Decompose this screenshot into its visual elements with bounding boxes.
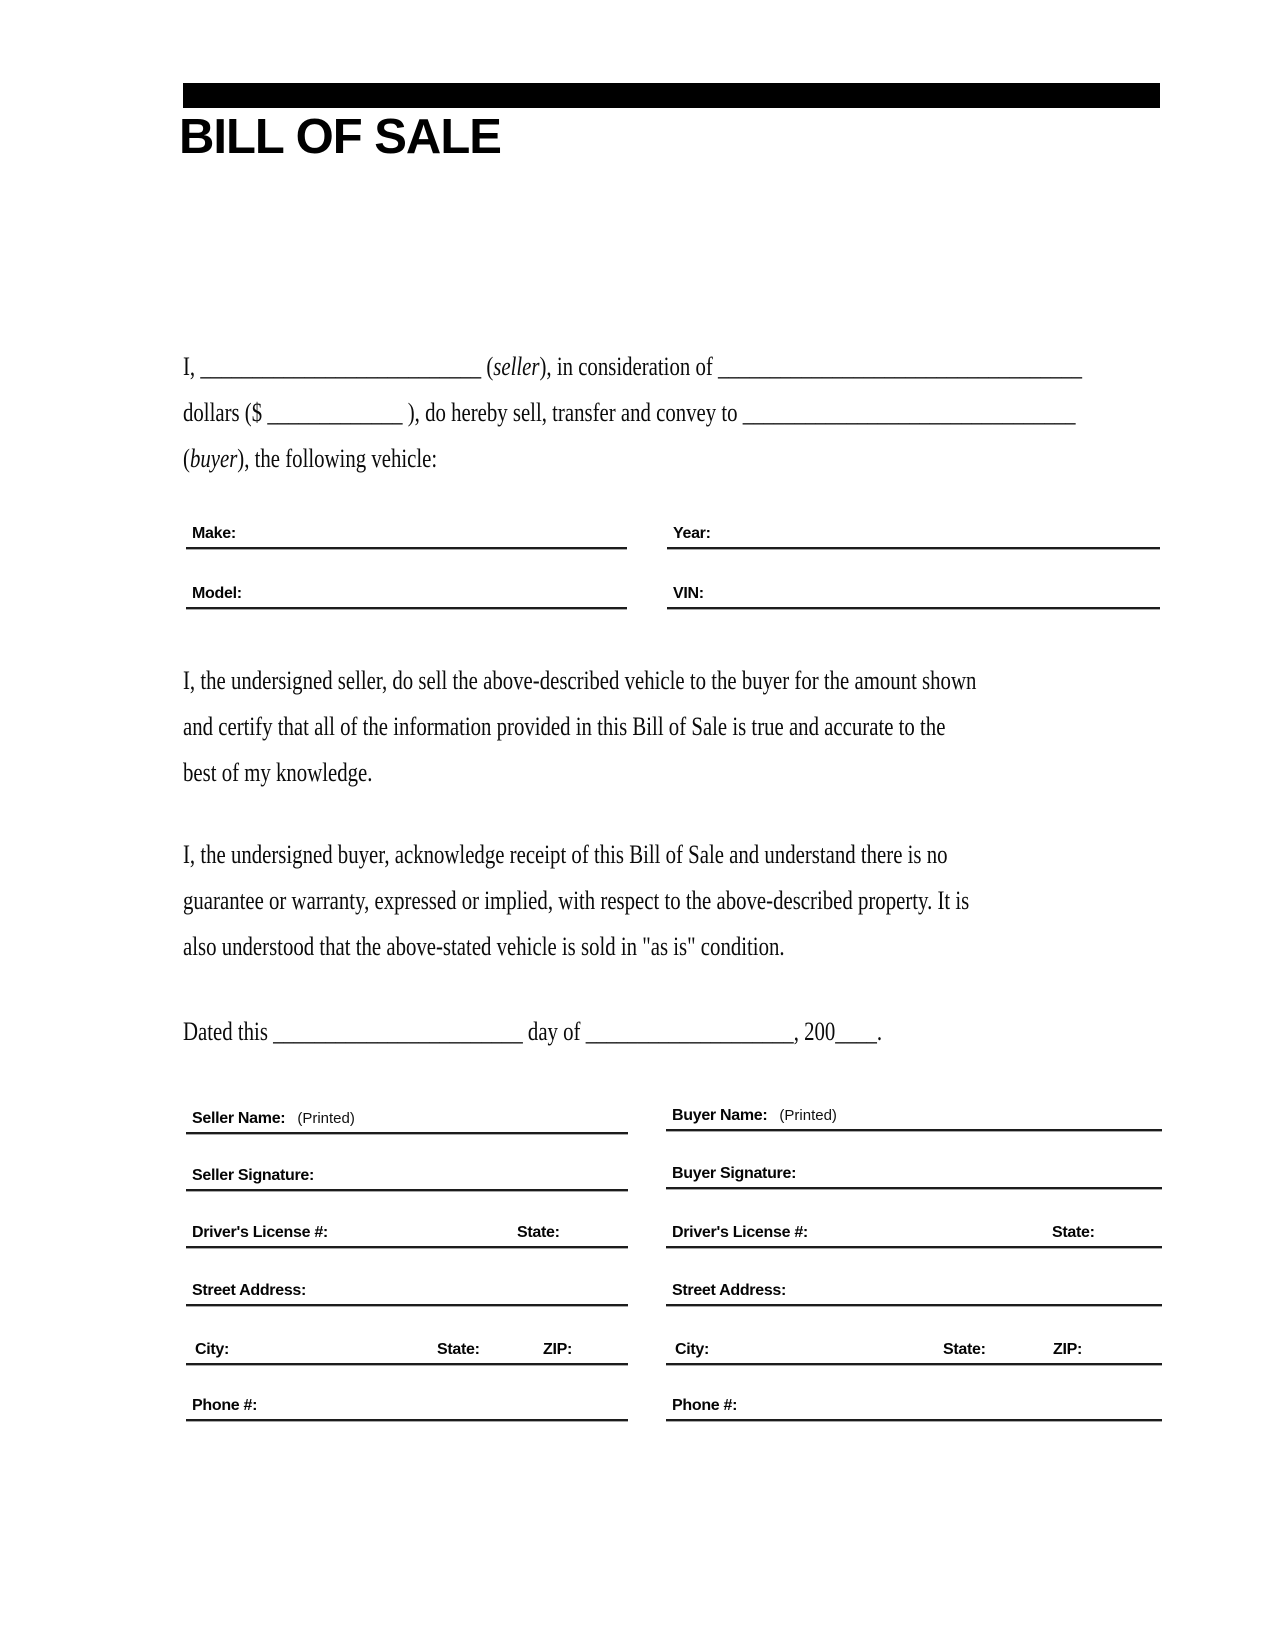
intro-text: ( [183, 444, 190, 473]
seller-name-field[interactable] [186, 1106, 628, 1134]
intro-text: ), do hereby sell, transfer and convey to [402, 398, 743, 427]
year-blank[interactable]: ____ [835, 1017, 877, 1046]
buyer-zip-label: ZIP: [1053, 1341, 1083, 1358]
seller-street-address-field[interactable] [186, 1278, 628, 1306]
seller-phone-field[interactable] [186, 1393, 628, 1421]
seller-city-label: City: [195, 1341, 230, 1358]
make-label: Make: [192, 525, 236, 542]
certification-line-3: best of my knowledge. [183, 758, 373, 787]
intro-paragraph [183, 344, 1167, 482]
buyer-name-label: Buyer Name: (Printed) [672, 1107, 837, 1124]
dated-line [183, 1009, 1167, 1055]
seller-phone-label: Phone #: [192, 1397, 258, 1414]
page-title: BILL OF SALE [179, 110, 501, 164]
seller-state-label: State: [437, 1341, 480, 1358]
buyer-street-address-field[interactable] [666, 1278, 1162, 1306]
year-field[interactable] [667, 523, 1160, 549]
dated-text: day of [522, 1017, 586, 1046]
intro-line-2 [183, 390, 1167, 436]
dated-text: , 200 [793, 1017, 836, 1046]
seller-zip-label: ZIP: [543, 1341, 573, 1358]
intro-line-1 [183, 344, 1167, 390]
buyer-state-label: State: [943, 1341, 986, 1358]
model-label: Model: [192, 585, 242, 602]
seller-city-state-zip-field[interactable] [186, 1337, 628, 1365]
intro-text: ), in consideration of [539, 352, 718, 381]
seller-drivers-license-label: Driver's License #: [192, 1224, 328, 1241]
dollar-amount-blank[interactable]: _____________ [267, 398, 403, 427]
seller-signature-label: Seller Signature: [192, 1167, 315, 1184]
intro-text: dollars ($ [183, 398, 268, 427]
intro-text: I, [183, 352, 201, 381]
seller-word: seller [493, 352, 540, 381]
acknowledgment-paragraph [183, 832, 1167, 970]
acknowledgment-line-1: I, the undersigned buyer, acknowledge receipt of this Bill of Sale and understand there is no [183, 840, 948, 869]
acknowledgment-line-3: also understood that the above-stated vehicle is sold in "as is" condition. [183, 932, 785, 961]
acknowledgment-line-2: guarantee or warranty, expressed or implied, with respect to the above-described property. It is [183, 886, 970, 915]
dated-text: . [876, 1017, 883, 1046]
buyer-license-state-label: State: [1052, 1224, 1095, 1241]
seller-name-label: Seller Name: (Printed) [192, 1110, 355, 1127]
seller-license-state-label: State: [517, 1224, 560, 1241]
buyer-drivers-license-label: Driver's License #: [672, 1224, 808, 1241]
dated-text: Dated this [183, 1017, 274, 1046]
seller-street-address-label: Street Address: [192, 1282, 307, 1299]
day-blank[interactable]: ________________________ [273, 1017, 523, 1046]
buyer-phone-label: Phone #: [672, 1397, 738, 1414]
vin-label: VIN: [673, 585, 704, 602]
buyer-name-blank[interactable]: ________________________________ [742, 398, 1076, 427]
printed-note: (Printed) [297, 1110, 355, 1127]
seller-drivers-license-field[interactable] [186, 1220, 628, 1248]
printed-note: (Printed) [779, 1107, 837, 1124]
buyer-phone-field[interactable] [666, 1393, 1162, 1421]
intro-line-3 [183, 436, 1167, 482]
buyer-signature-field[interactable] [666, 1161, 1162, 1189]
intro-text: ), the following vehicle: [237, 444, 438, 473]
month-blank[interactable]: ____________________ [585, 1017, 794, 1046]
consideration-blank[interactable]: ___________________________________ [717, 352, 1082, 381]
buyer-city-label: City: [675, 1341, 710, 1358]
buyer-name-field[interactable] [666, 1103, 1162, 1131]
buyer-city-state-zip-field[interactable] [666, 1337, 1162, 1365]
make-field[interactable] [186, 523, 627, 549]
certification-paragraph [183, 658, 1167, 796]
seller-signature-field[interactable] [186, 1163, 628, 1191]
certification-line-1: I, the undersigned seller, do sell the above-described vehicle to the buyer for the amount shown [183, 666, 977, 695]
certification-line-2: and certify that all of the information provided in this Bill of Sale is true and accurate to the [183, 712, 946, 741]
buyer-signature-label: Buyer Signature: [672, 1165, 797, 1182]
vin-field[interactable] [667, 583, 1160, 609]
intro-text: ( [481, 352, 494, 381]
seller-name-blank[interactable]: ___________________________ [200, 352, 482, 381]
buyer-street-address-label: Street Address: [672, 1282, 787, 1299]
buyer-word: buyer [189, 444, 238, 473]
year-label: Year: [673, 525, 711, 542]
title-bar [183, 83, 1160, 108]
buyer-drivers-license-field[interactable] [666, 1220, 1162, 1248]
model-field[interactable] [186, 583, 627, 609]
